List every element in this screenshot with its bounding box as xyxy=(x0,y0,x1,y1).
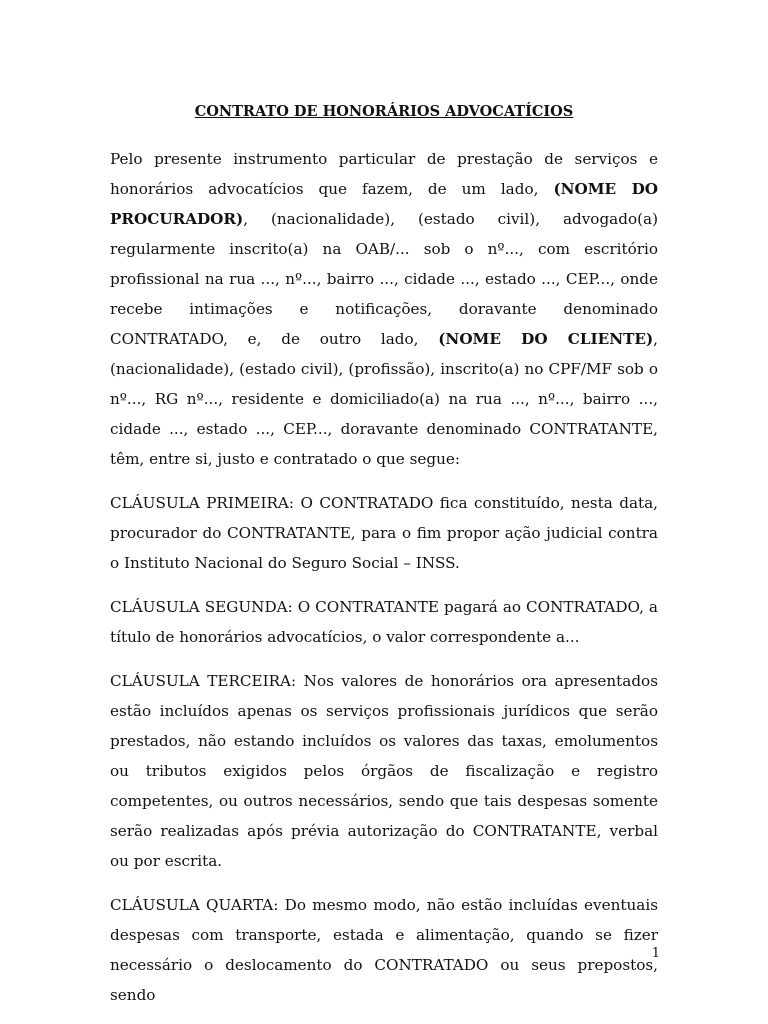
page-number: 1 xyxy=(651,946,660,961)
clause-primeira: CLÁUSULA PRIMEIRA: O CONTRATADO fica constituído, nesta data, procurador do CONTRATANTE, para o fim propor ação judicial contra o Instituto Nacional do Seguro Social – INSS. xyxy=(110,494,658,572)
document-body xyxy=(110,144,658,1024)
intro-paragraph xyxy=(110,144,658,474)
document-title: CONTRATO DE HONORÁRIOS ADVOCATÍCIOS xyxy=(194,103,574,120)
procurador-name-placeholder: (NOME DO PROCURADOR) xyxy=(110,180,658,228)
intro-text-part3: , (nacionalidade), (estado civil), (profissão), inscrito(a) no CPF/MF sob o nº..., RG nº..., residente e domiciliado(a) na rua ..., nº..., bairro ..., cidade ..., estado ..., CEP..., doravante denominado CONTRATANTE, têm, entre si, justo e contratado o que segue: xyxy=(110,330,658,468)
clause-quarta: CLÁUSULA QUARTA: Do mesmo modo, não estão incluídas eventuais despesas com transporte, estada e alimentação, quando se fizer necessário o deslocamento do CONTRATADO ou seus prepostos, sendo xyxy=(110,896,658,1004)
clause-terceira: CLÁUSULA TERCEIRA: Nos valores de honorários ora apresentados estão incluídos apenas os serviços profissionais jurídicos que serão prestados, não estando incluídos os valores das taxas, emolumentos ou tributos exigidos pelos órgãos de fiscalização e registro competentes, ou outros necessários, sendo que tais despesas somente serão realizadas após prévia autorização do CONTRATANTE, verbal ou por escrita. xyxy=(110,672,658,870)
cliente-name-placeholder: (NOME DO CLIENTE) xyxy=(438,330,654,348)
intro-text-part1: Pelo presente instrumento particular de prestação de serviços e honorários advocatícios que fazem, de um lado, xyxy=(110,150,658,198)
intro-text-part2: , (nacionalidade), (estado civil), advogado(a) regularmente inscrito(a) na OAB/... sob o nº..., com escritório profissional na rua ..., nº..., bairro ..., cidade ..., estado ..., CEP..., onde recebe intimações e notificações, doravante denominado CONTRATADO, e, de outro lado, xyxy=(110,210,658,348)
clause-segunda: CLÁUSULA SEGUNDA: O CONTRATANTE pagará ao CONTRATADO, a título de honorários advocatícios, o valor correspondente a... xyxy=(110,598,658,646)
